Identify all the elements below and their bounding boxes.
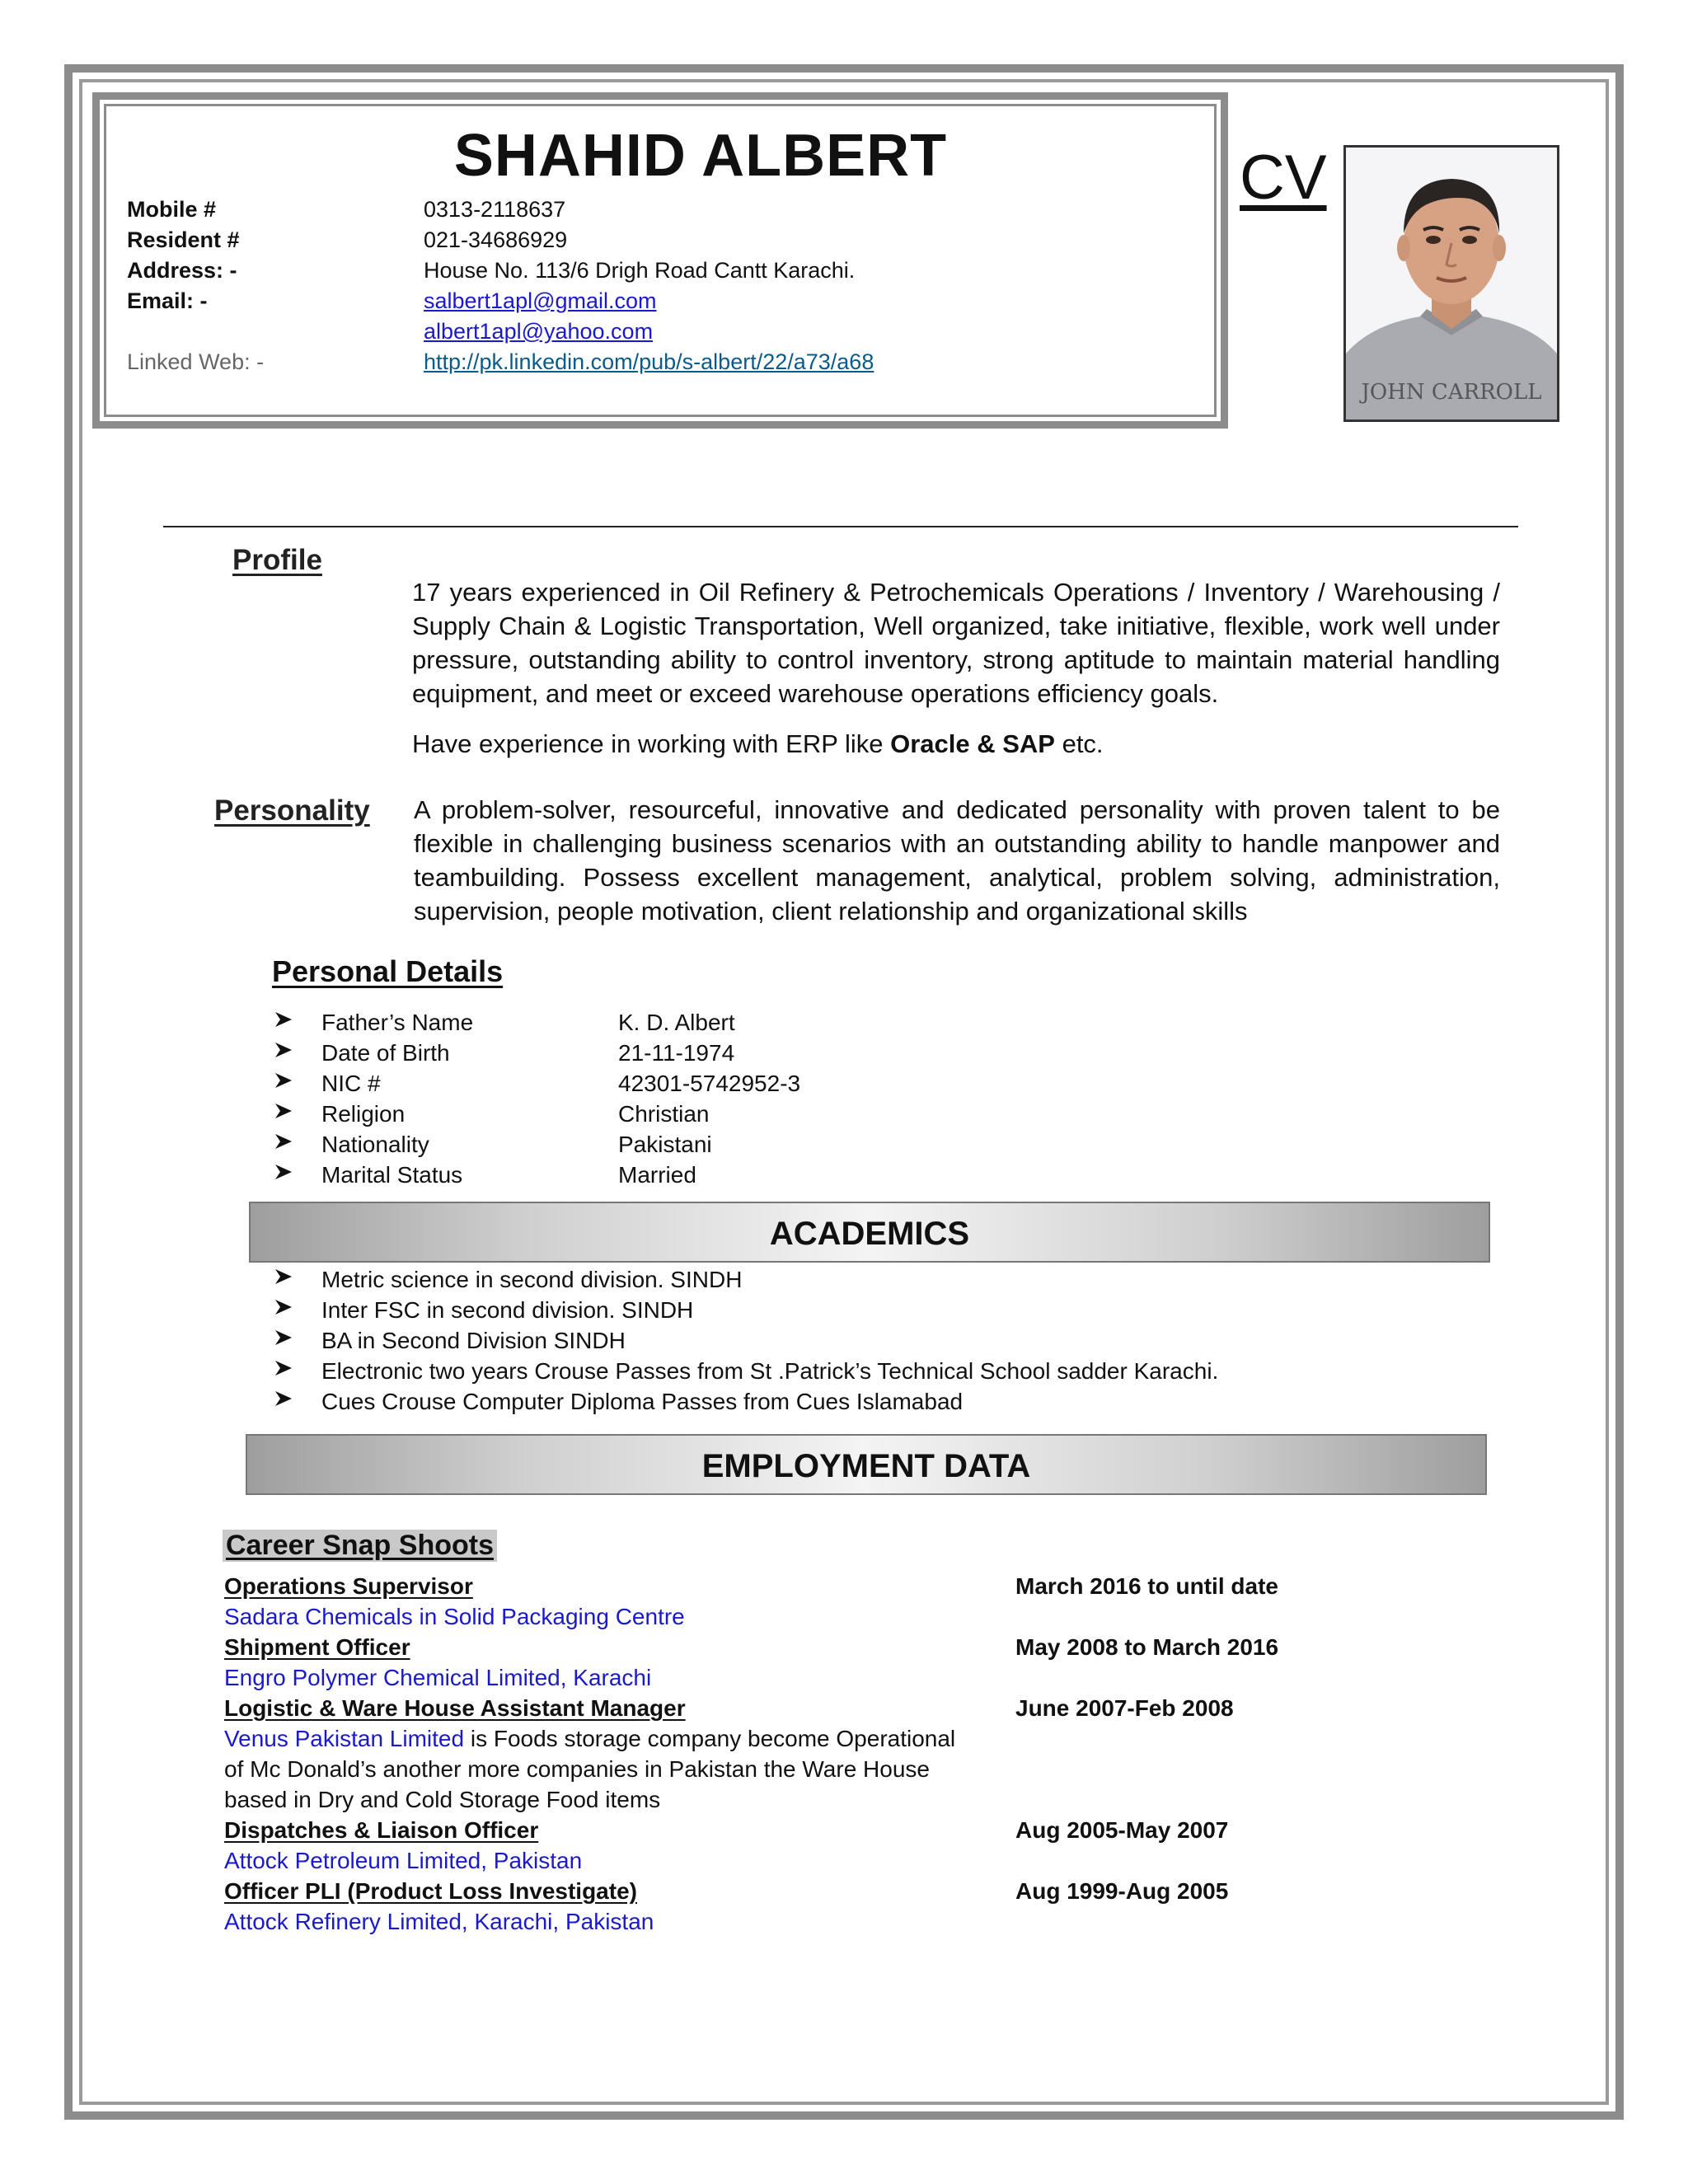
contact-value: 021-34686929	[424, 227, 568, 252]
portrait-image	[1346, 148, 1557, 419]
job-title: Dispatches & Liaison Officer	[224, 1817, 539, 1843]
email-link-gmail[interactable]: salbert1apl@gmail.com	[424, 288, 657, 313]
detail-value: 21-11-1974	[618, 1040, 735, 1066]
job-company-row	[224, 1906, 654, 1937]
job-date: June 2007-Feb 2008	[1015, 1695, 1234, 1721]
career-snapshots-heading: Career Snap Shoots	[223, 1530, 497, 1562]
personality-text: A problem-solver, resourceful, innovative and dedicated personality with proven talent to be flexible in challenging business scenarios with an outstanding ability to handle manpower and teambuilding. Possess excellent management, analytical, problem solving, administration, supervision, people motivation, client relationship and organizational skills	[414, 795, 1500, 926]
arrow-bullet-icon	[272, 1160, 295, 1183]
job-title: Operations Supervisor	[224, 1573, 473, 1599]
list-item	[272, 1038, 1014, 1068]
job-company-row	[224, 1601, 685, 1632]
contact-label: Address: -	[127, 258, 237, 283]
job-company-row	[224, 1662, 651, 1693]
detail-key: Nationality	[321, 1132, 429, 1157]
academic-item: Electronic two years Crouse Passes from St .Patrick’s Technical School sadder Karachi.	[321, 1358, 1219, 1384]
employment-heading-bar: EMPLOYMENT DATA	[246, 1434, 1487, 1495]
contact-label: Mobile #	[127, 197, 217, 222]
list-item	[272, 1007, 1014, 1038]
job-company: Venus Pakistan Limited	[224, 1726, 465, 1751]
detail-key: Date of Birth	[321, 1040, 450, 1066]
contact-label: Email: -	[127, 288, 208, 313]
list-item	[272, 1325, 1492, 1356]
profile-photo	[1343, 145, 1559, 422]
header-divider	[163, 526, 1518, 527]
detail-key: Marital Status	[321, 1162, 463, 1188]
list-item	[272, 1264, 1492, 1295]
shirt-print-text: JOHN CARROLL	[1361, 380, 1542, 405]
contact-label: Resident #	[127, 227, 240, 252]
job-title-row	[224, 1571, 473, 1601]
personality-label: Personality	[214, 794, 370, 827]
job-date: May 2008 to March 2016	[1015, 1634, 1279, 1660]
job-title-row	[224, 1815, 538, 1845]
job-title-row	[224, 1876, 637, 1906]
academic-item: BA in Second Division SINDH	[321, 1328, 626, 1353]
list-item	[272, 1295, 1492, 1325]
detail-value: 42301-5742952-3	[618, 1071, 801, 1096]
job-note: based in Dry and Cold Storage Food items	[224, 1787, 661, 1812]
profile-label: Profile	[232, 544, 322, 576]
list-item	[272, 1160, 1014, 1190]
job-note: is Foods storage company become Operational	[464, 1726, 956, 1751]
arrow-bullet-icon	[272, 1038, 295, 1062]
job-company-row	[224, 1845, 582, 1876]
list-item	[272, 1068, 1014, 1099]
profile-text: 17 years experienced in Oil Refinery & Petrochemicals Operations / Inventory / Warehousing / Supply Chain & Logistic Transportation, Well organized, take initiative, flexible, work well under pressure, outstanding ability to control inventory, strong aptitude to maintain material handling equipment, and meet or exceed warehouse operations efficiency goals.	[412, 578, 1500, 708]
arrow-bullet-icon	[272, 1387, 295, 1410]
detail-value: Pakistani	[618, 1132, 712, 1157]
detail-value: Christian	[618, 1101, 710, 1127]
detail-key: Father’s Name	[321, 1010, 474, 1035]
job-title: Shipment Officer	[224, 1634, 410, 1660]
academics-heading-bar: ACADEMICS	[249, 1202, 1490, 1263]
job-date: Aug 1999-Aug 2005	[1015, 1878, 1229, 1904]
arrow-bullet-icon	[272, 1099, 295, 1122]
erp-text-suffix: etc.	[1054, 729, 1104, 758]
job-company-row	[224, 1723, 955, 1754]
job-title: Officer PLI (Product Loss Investigate)	[224, 1878, 637, 1904]
arrow-bullet-icon	[272, 1130, 295, 1153]
email-link-yahoo[interactable]: albert1apl@yahoo.com	[424, 319, 654, 344]
arrow-bullet-icon	[272, 1069, 295, 1092]
job-title: Logistic & Ware House Assistant Manager	[224, 1695, 686, 1721]
arrow-bullet-icon	[272, 1008, 295, 1031]
arrow-bullet-icon	[272, 1265, 295, 1288]
personal-details-list	[272, 1007, 1014, 1190]
job-company: Attock Refinery Limited, Karachi, Pakistan	[224, 1909, 654, 1934]
job-date: March 2016 to until date	[1015, 1573, 1278, 1599]
academic-item: Inter FSC in second division. SINDH	[321, 1297, 694, 1323]
list-item	[272, 1129, 1014, 1160]
job-date: Aug 2005-May 2007	[1015, 1817, 1229, 1843]
job-title-row	[224, 1693, 686, 1723]
academics-list	[272, 1264, 1492, 1417]
list-item	[272, 1356, 1492, 1386]
erp-text-prefix: Have experience in working with ERP like	[412, 729, 891, 758]
academic-item: Cues Crouse Computer Diploma Passes from Cues Islamabad	[321, 1389, 964, 1414]
job-title-row	[224, 1632, 410, 1662]
contact-label: Linked Web: -	[127, 349, 265, 374]
detail-value: K. D. Albert	[618, 1010, 735, 1035]
arrow-bullet-icon	[272, 1326, 295, 1349]
job-company: Sadara Chemicals in Solid Packaging Centre	[224, 1604, 685, 1629]
detail-value: Married	[618, 1162, 696, 1188]
job-company: Engro Polymer Chemical Limited, Karachi	[224, 1665, 652, 1690]
personal-details-heading: Personal Details	[272, 954, 504, 988]
arrow-bullet-icon	[272, 1296, 295, 1319]
list-item	[272, 1386, 1492, 1417]
cv-heading: CV	[1240, 143, 1327, 213]
job-note-row	[224, 1754, 930, 1784]
list-item	[272, 1099, 1014, 1129]
job-note: of Mc Donald’s another more companies in Pakistan the Ware House	[224, 1756, 930, 1782]
job-note-row	[224, 1784, 660, 1815]
detail-key: NIC #	[321, 1071, 381, 1096]
profile-erp-line	[412, 727, 1500, 761]
contact-value: House No. 113/6 Drigh Road Cantt Karachi.	[424, 258, 856, 283]
erp-text-bold: Oracle & SAP	[890, 729, 1055, 758]
arrow-bullet-icon	[272, 1357, 295, 1380]
detail-key: Religion	[321, 1101, 406, 1127]
contact-value: 0313-2118637	[424, 197, 566, 222]
academic-item: Metric science in second division. SINDH	[321, 1267, 743, 1292]
job-company: Attock Petroleum Limited, Pakistan	[224, 1848, 583, 1873]
linkedin-link[interactable]: http://pk.linkedin.com/pub/s-albert/22/a73/a68	[424, 349, 874, 374]
candidate-name: SHAHID ALBERT	[453, 123, 948, 189]
